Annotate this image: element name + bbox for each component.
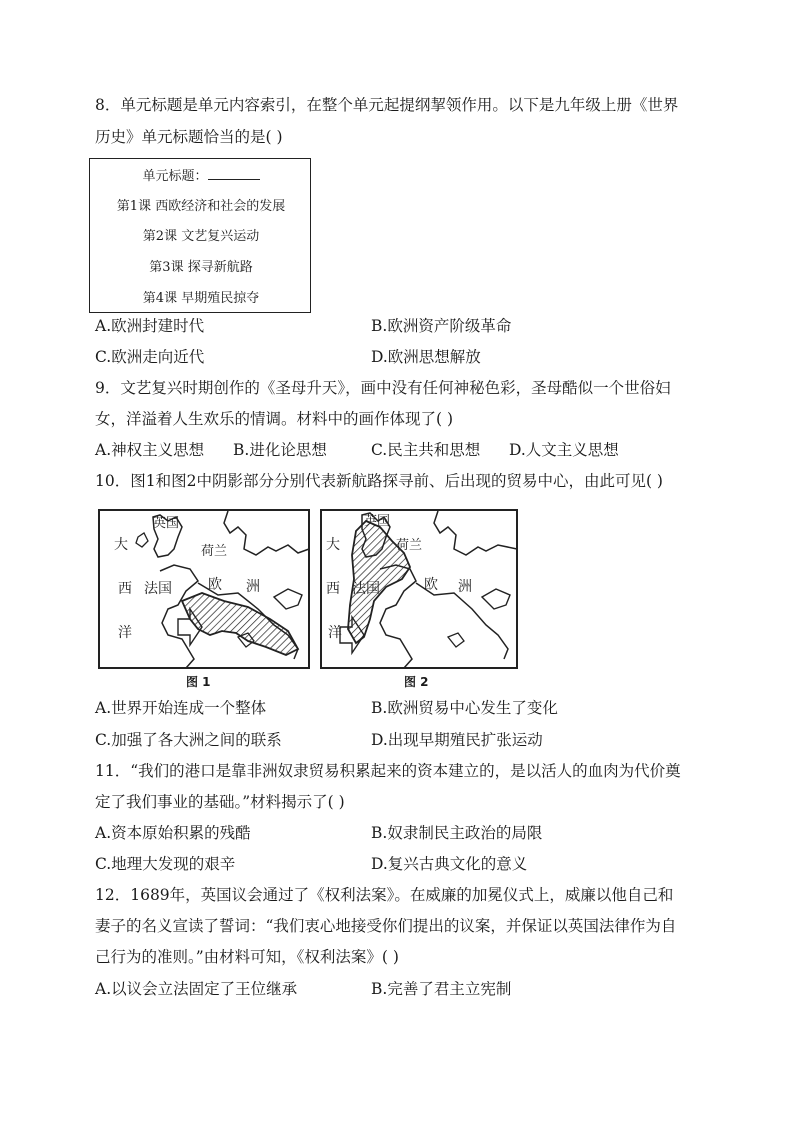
q10-option-b: B.欧洲贸易中心发生了变化 bbox=[371, 699, 558, 717]
map1-label-europe-2: 洲 bbox=[246, 579, 260, 595]
q8-stem-line2: 历史》单元标题恰当的是( ) bbox=[95, 128, 283, 146]
map1-label-ocean-1: 大 bbox=[114, 537, 128, 553]
q9-option-c: C.民主共和思想 bbox=[371, 441, 481, 459]
map2-label-england: 英国 bbox=[364, 514, 391, 529]
map2-caption: 图 2 bbox=[404, 675, 429, 689]
unit-lesson-2: 第2课 文艺复兴运动 bbox=[142, 229, 260, 244]
trade-map-figure-1 bbox=[98, 509, 310, 669]
q11-option-c: C.地理大发现的艰辛 bbox=[95, 855, 236, 873]
q9-option-d: D.人文主义思想 bbox=[509, 441, 619, 459]
map2-label-holland: 荷兰 bbox=[396, 538, 423, 553]
map2-label-europe-1: 欧 bbox=[424, 577, 438, 593]
unit-title-box bbox=[89, 158, 311, 313]
unit-lesson-3: 第3课 探寻新航路 bbox=[149, 260, 253, 275]
q10-option-d: D.出现早期殖民扩张运动 bbox=[371, 731, 543, 749]
q12-option-a: A.以议会立法固定了王位继承 bbox=[95, 980, 298, 998]
q12-stem-line2: 妻子的名义宣读了誓词：“我们衷心地接受你们提出的议案，并保证以英国法律作为自 bbox=[95, 917, 677, 935]
unit-title-label: 单元标题： bbox=[142, 169, 208, 184]
q8-option-c: C.欧洲走向近代 bbox=[95, 348, 205, 366]
unit-lesson-4: 第4课 早期殖民掠夺 bbox=[142, 291, 260, 306]
q8-stem-line1: 8．单元标题是单元内容索引，在整个单元起提纲挈领作用。以下是九年级上册《世界 bbox=[95, 96, 679, 114]
map2-label-europe-2: 洲 bbox=[458, 579, 472, 595]
q10-option-c: C.加强了各大洲之间的联系 bbox=[95, 731, 282, 749]
unit-lesson-1: 第1课 西欧经济和社会的发展 bbox=[116, 199, 286, 214]
q11-option-d: D.复兴古典文化的意义 bbox=[371, 855, 528, 873]
q9-option-a: A.神权主义思想 bbox=[95, 441, 205, 459]
map1-label-england: 英国 bbox=[153, 516, 180, 531]
map2-label-ocean-1: 大 bbox=[326, 537, 340, 553]
q12-option-b: B.完善了君主立宪制 bbox=[371, 980, 512, 998]
q11-option-b: B.奴隶制民主政治的局限 bbox=[371, 824, 543, 842]
map1-label-ocean-2: 西 bbox=[118, 581, 132, 597]
map2-label-ocean-2: 西 bbox=[326, 581, 340, 597]
unit-title-row bbox=[90, 165, 312, 184]
q11-stem-line2: 定了我们事业的基础。”材料揭示了( ) bbox=[95, 793, 345, 811]
q8-option-d: D.欧洲思想解放 bbox=[371, 348, 481, 366]
map1-label-ocean-3: 洋 bbox=[118, 625, 132, 641]
unit-title-blank bbox=[208, 167, 260, 180]
map2-label-france: 法国 bbox=[352, 581, 380, 597]
q11-stem-line1: 11．“我们的港口是靠非洲奴隶贸易积累起来的资本建立的，是以活人的血肉为代价奠 bbox=[95, 762, 681, 780]
q9-option-b: B.进化论思想 bbox=[233, 441, 327, 459]
map1-label-holland: 荷兰 bbox=[201, 544, 228, 559]
map1-label-europe-1: 欧 bbox=[208, 577, 222, 593]
q9-stem-line2: 女，洋溢着人生欢乐的情调。材料中的画作体现了( ) bbox=[95, 410, 454, 428]
q10-option-a: A.世界开始连成一个整体 bbox=[95, 699, 267, 717]
map2-label-ocean-3: 洋 bbox=[328, 625, 342, 641]
q8-option-a: A.欧洲封建时代 bbox=[95, 317, 205, 335]
map1-label-france: 法国 bbox=[144, 581, 172, 597]
map1-caption: 图 1 bbox=[186, 675, 211, 689]
trade-map-figure-2 bbox=[320, 509, 518, 669]
q12-stem-line1: 12．1689年，英国议会通过了《权利法案》。在威廉的加冕仪式上，威廉以他自己和 bbox=[95, 886, 674, 904]
q8-option-b: B.欧洲资产阶级革命 bbox=[371, 317, 512, 335]
q9-stem-line1: 9．文艺复兴时期创作的《圣母升天》，画中没有任何神秘色彩，圣母酷似一个世俗妇 bbox=[95, 379, 671, 397]
q11-option-a: A.资本原始积累的残酷 bbox=[95, 824, 251, 842]
q10-stem: 10．图1和图2中阴影部分分别代表新航路探寻前、后出现的贸易中心，由此可见( ) bbox=[95, 472, 663, 490]
q12-stem-line3: 己行为的准则。”由材料可知，《权利法案》( ) bbox=[95, 948, 399, 966]
